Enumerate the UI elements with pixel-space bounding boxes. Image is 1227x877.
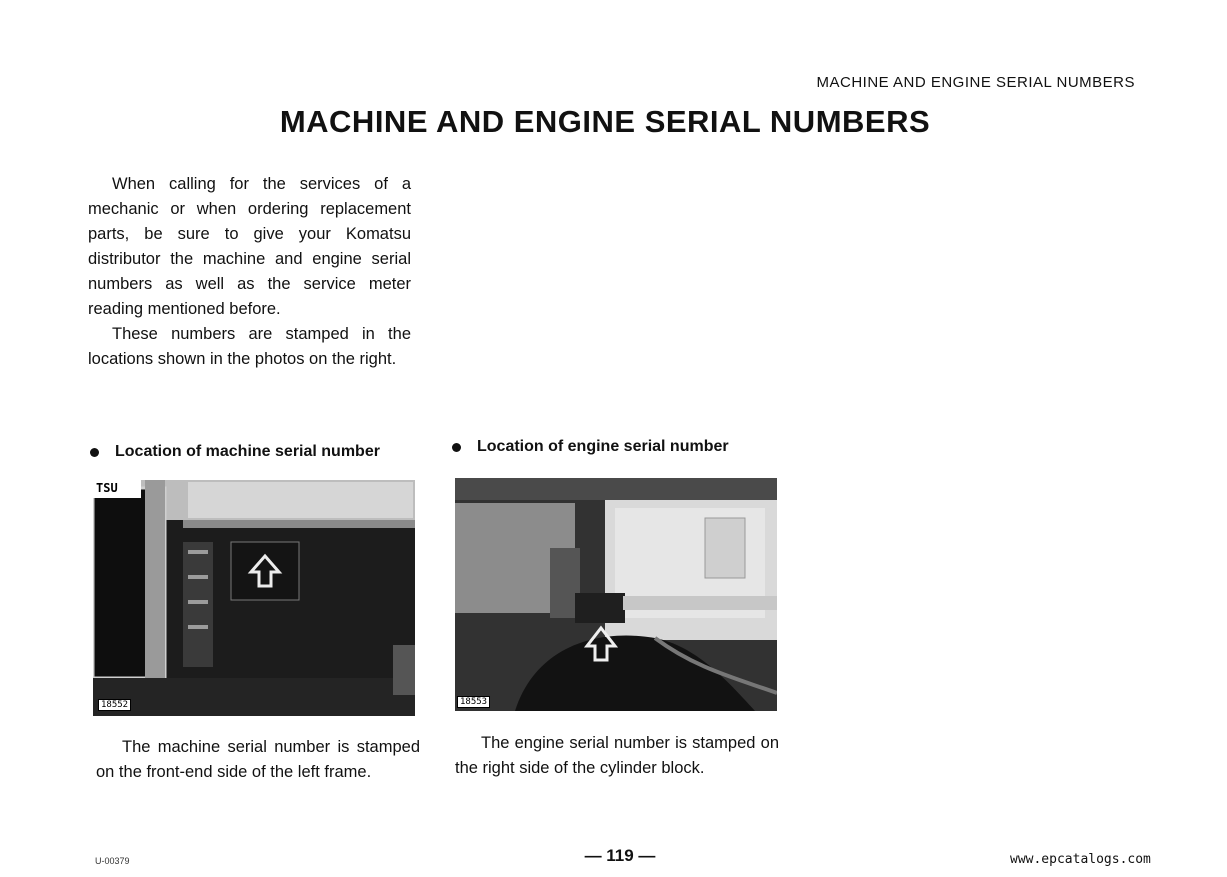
bullet-dot-icon <box>90 448 99 457</box>
engine-serial-photo <box>455 478 777 711</box>
machine-serial-caption-text: The machine serial number is stamped on the front-end side of the left frame. <box>96 738 420 781</box>
running-header: MACHINE AND ENGINE SERIAL NUMBERS <box>816 74 1135 91</box>
footer-doc-code: U-00379 <box>95 856 130 866</box>
page-title: MACHINE AND ENGINE SERIAL NUMBERS <box>279 104 931 139</box>
intro-text <box>88 172 411 372</box>
watermark-link[interactable]: www.epcatalogs.com <box>1010 852 1151 867</box>
photo-code-machine: 18552 <box>98 699 131 711</box>
machine-serial-caption <box>96 735 420 785</box>
photo-label-tsu: TSU <box>96 481 118 495</box>
intro-paragraph-1: When calling for the services of a mechanic or when ordering replacement parts, be sure to give your Komatsu distributor the machine and engine serial numbers as well as the service meter reading mentioned before. <box>88 175 411 318</box>
engine-serial-caption-text: The engine serial number is stamped on the right side of the cylinder block. <box>455 734 779 777</box>
photo-code-engine: 18553 <box>457 696 490 708</box>
page-number: — 119 — <box>584 846 656 865</box>
machine-serial-photo <box>93 480 415 716</box>
bullet-dot-icon <box>452 443 461 452</box>
intro-paragraph-2: These numbers are stamped in the locations shown in the photos on the right. <box>88 325 411 368</box>
engine-location-heading <box>452 438 729 456</box>
machine-location-heading <box>90 443 380 461</box>
machine-location-heading-text: Location of machine serial number <box>115 443 380 460</box>
engine-location-heading-text: Location of engine serial number <box>477 438 729 455</box>
engine-serial-caption <box>455 731 779 781</box>
